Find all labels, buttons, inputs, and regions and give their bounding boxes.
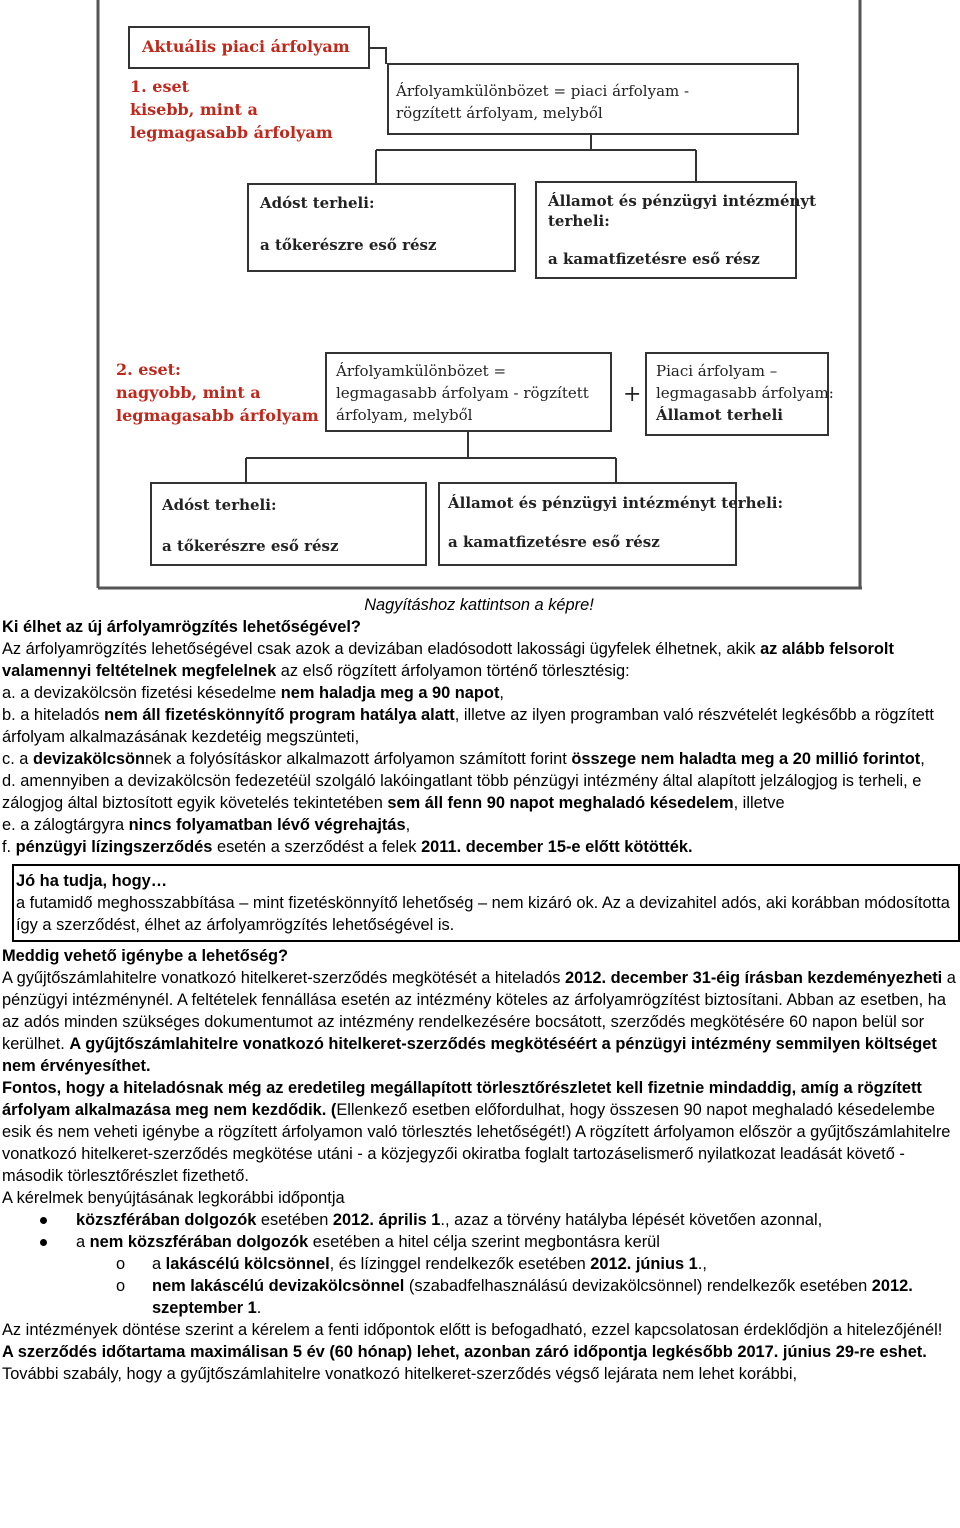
case1-label-1: 1. eset xyxy=(130,77,190,96)
condition-e: e. a zálogtárgyra nincs folyamatban lévő végrehajtás, xyxy=(2,816,411,834)
case1-debtor-1: Adóst terheli: xyxy=(260,194,375,212)
article-body xyxy=(2,594,956,1385)
case1-state-1: Államot és pénzügyi intézményt xyxy=(548,192,817,210)
case2-debtor-2: a tőkerészre eső rész xyxy=(162,537,339,555)
case1-label-2: kisebb, mint a xyxy=(130,100,258,119)
list-item-public: közszférában dolgozók esetében 2012. április 1., azaz a törvény hatályba lépését követően azonnal, xyxy=(2,1209,956,1231)
diagram-title: Aktuális piaci árfolyam xyxy=(142,37,350,56)
case1-state-2: terheli: xyxy=(548,212,610,230)
case2-formula-1: Árfolyamkülönbözet = xyxy=(336,362,507,380)
sub-item-housing: o a lakáscélú kölcsönnel, és lízinggel rendelkezők esetében 2012. június 1., xyxy=(2,1253,956,1275)
info-box-text: a futamidő meghosszabbítása – mint fizetéskönnyítő lehetőség – nem kizáró ok. Az a devizahitel adós, aki korábban módosította így a szerződést, élhet az árfolyamrögzítés lehetőségével is. xyxy=(16,894,950,934)
condition-d: d. amennyiben a devizakölcsön fedezetéül szolgáló lakóingatlant több pénzügyi intézmény által alapított jelzálogjog is terheli, e zálogjog által biztosított egyik követelés tekintetében sem áll fenn 90 napot meghaladó késedelem, illetve xyxy=(2,772,922,812)
list-item-private: a nem közszférában dolgozók esetében a hitel célja szerint megbontásra kerül o a lakáscélú kölcsönnel, és lízinggel rendelkezők esetében 2012. június 1., o nem lakáscélú devizakölcsönnel (szabadfelhasználású devizakölcsönnel) rendelkezők esetében 2012. szeptember 1. xyxy=(2,1231,956,1319)
case1-formula-1: Árfolyamkülönbözet = piaci árfolyam - xyxy=(396,82,690,100)
sub-list xyxy=(2,1253,956,1319)
case1-debtor-2: a tőkerészre eső rész xyxy=(260,236,437,254)
dates-list xyxy=(2,1209,956,1319)
case2-debtor-1: Adóst terheli: xyxy=(162,496,277,514)
case1-formula-2: rögzített árfolyam, melyből xyxy=(396,104,603,122)
case2-formula-3: árfolyam, melyből xyxy=(336,406,473,424)
case2-market-1: Piaci árfolyam – xyxy=(656,362,778,380)
case2-market-2: legmagasabb árfolyam: xyxy=(656,384,834,402)
info-box xyxy=(12,864,960,942)
paragraph-institutions: Az intézmények döntése szerint a kérelem a fenti időpontok előtt is befogadható, ezzel kapcsolatosan érdeklődjön a hitelezőjénél! xyxy=(2,1321,943,1339)
paragraph-dates-intro: A kérelmek benyújtásának legkorábbi időpontja xyxy=(2,1189,345,1207)
case2-label-3: legmagasabb árfolyam xyxy=(116,406,319,425)
case1-state-3: a kamatfizetésre eső rész xyxy=(548,250,760,268)
paragraph-further-rule: További szabály, hogy a gyűjtőszámlahitelre vonatkozó hitelkeret-szerződés végső lejárata nem lehet korábbi, xyxy=(2,1365,798,1383)
case2-state-2: a kamatfizetésre eső rész xyxy=(448,533,660,551)
heading-deadline: Meddig vehető igénybe a lehetőség? xyxy=(2,947,288,965)
paragraph-important: Fontos, hogy a hiteladósnak még az eredetileg megállapított törlesztőrészletet kell fizetnie mindaddig, amíg a rögzített árfolyam alkalmazása meg nem kezdődik. (Ellenkező esetben előfordulhat, hogy összesen 90 napot meghaladó késedelembe esik és nem veheti igénybe a rögzített árfolyamon való törlesztés lehetőségét!) A rögzített árfolyamon először a gyűjtőszámlahitelre vonatkozó hitelkeret-szerződés megkötése utáni - a közjegyzői okiratba foglalt tartozáselismerő nyilatkozat leadását követő - második törlesztőrészlet fizethető. xyxy=(2,1079,951,1185)
paragraph-duration: A szerződés időtartama maximálisan 5 év (60 hónap) lehet, azonban záró időpontja legkésőbb 2017. június 29-re eshet. xyxy=(2,1343,927,1361)
condition-c: c. a devizakölcsönnek a folyósításkor alkalmazott árfolyamon számított forint összege nem haladta meg a 20 millió forintot, xyxy=(2,750,925,768)
info-box-title: Jó ha tudja, hogy… xyxy=(16,872,168,890)
condition-b: b. a hiteladós nem áll fizetéskönnyítő program hatálya alatt, illetve az ilyen programban való részvételét legkésőbb a rögzített árfolyam alkalmazásának kezdetéig megszünteti, xyxy=(2,706,934,746)
case2-label-2: nagyobb, mint a xyxy=(116,383,261,402)
condition-a: a. a devizakölcsön fizetési késedelme nem haladja meg a 90 napot, xyxy=(2,684,504,702)
diagram-image[interactable] xyxy=(96,0,862,592)
image-caption[interactable]: Nagyításhoz kattintson a képre! xyxy=(364,596,594,614)
heading-who: Ki élhet az új árfolyamrögzítés lehetőségével? xyxy=(2,618,361,636)
plus-sign: + xyxy=(623,382,642,407)
case2-market-3: Államot terheli xyxy=(656,406,784,424)
sub-item-non-housing: o nem lakáscélú devizakölcsönnel (szabadfelhasználású devizakölcsönnel) rendelkezők esetében 2012. szeptember 1. xyxy=(2,1275,956,1319)
case2-state-1: Államot és pénzügyi intézményt terheli: xyxy=(448,494,784,512)
condition-f: f. pénzügyi lízingszerződés esetén a szerződést a felek 2011. december 15-e előtt kötötték. xyxy=(2,838,693,856)
case1-label-3: legmagasabb árfolyam xyxy=(130,123,333,142)
case2-formula-2: legmagasabb árfolyam - rögzített xyxy=(336,384,589,402)
case2-label-1: 2. eset: xyxy=(116,360,181,379)
paragraph-deadline: A gyűjtőszámlahitelre vonatkozó hitelkeret-szerződés megkötését a hiteladós 2012. december 31-éig írásban kezdeményezheti a pénzügyi intézménynél. A feltételek fennállása esetén az intézmény köteles az árfolyamrögzítést biztosítani. Abban az esetben, ha az adós minden szükséges dokumentumot az intézmény rendelkezésére bocsátott, szerződés megkötésére 60 napon belül sor kerülhet. A gyűjtőszámlahitelre vonatkozó hitelkeret-szerződés megkötéséért a pénzügyi intézmény semmilyen költséget nem érvényesíthet. xyxy=(2,969,956,1075)
paragraph-intro: Az árfolyamrögzítés lehetőségével csak azok a devizában eladósodott lakossági ügyfelek élhetnek, akik az alább felsorolt valamennyi feltételnek megfelelnek az első rögzített árfolyamon történő törlesztésig: xyxy=(2,640,894,680)
